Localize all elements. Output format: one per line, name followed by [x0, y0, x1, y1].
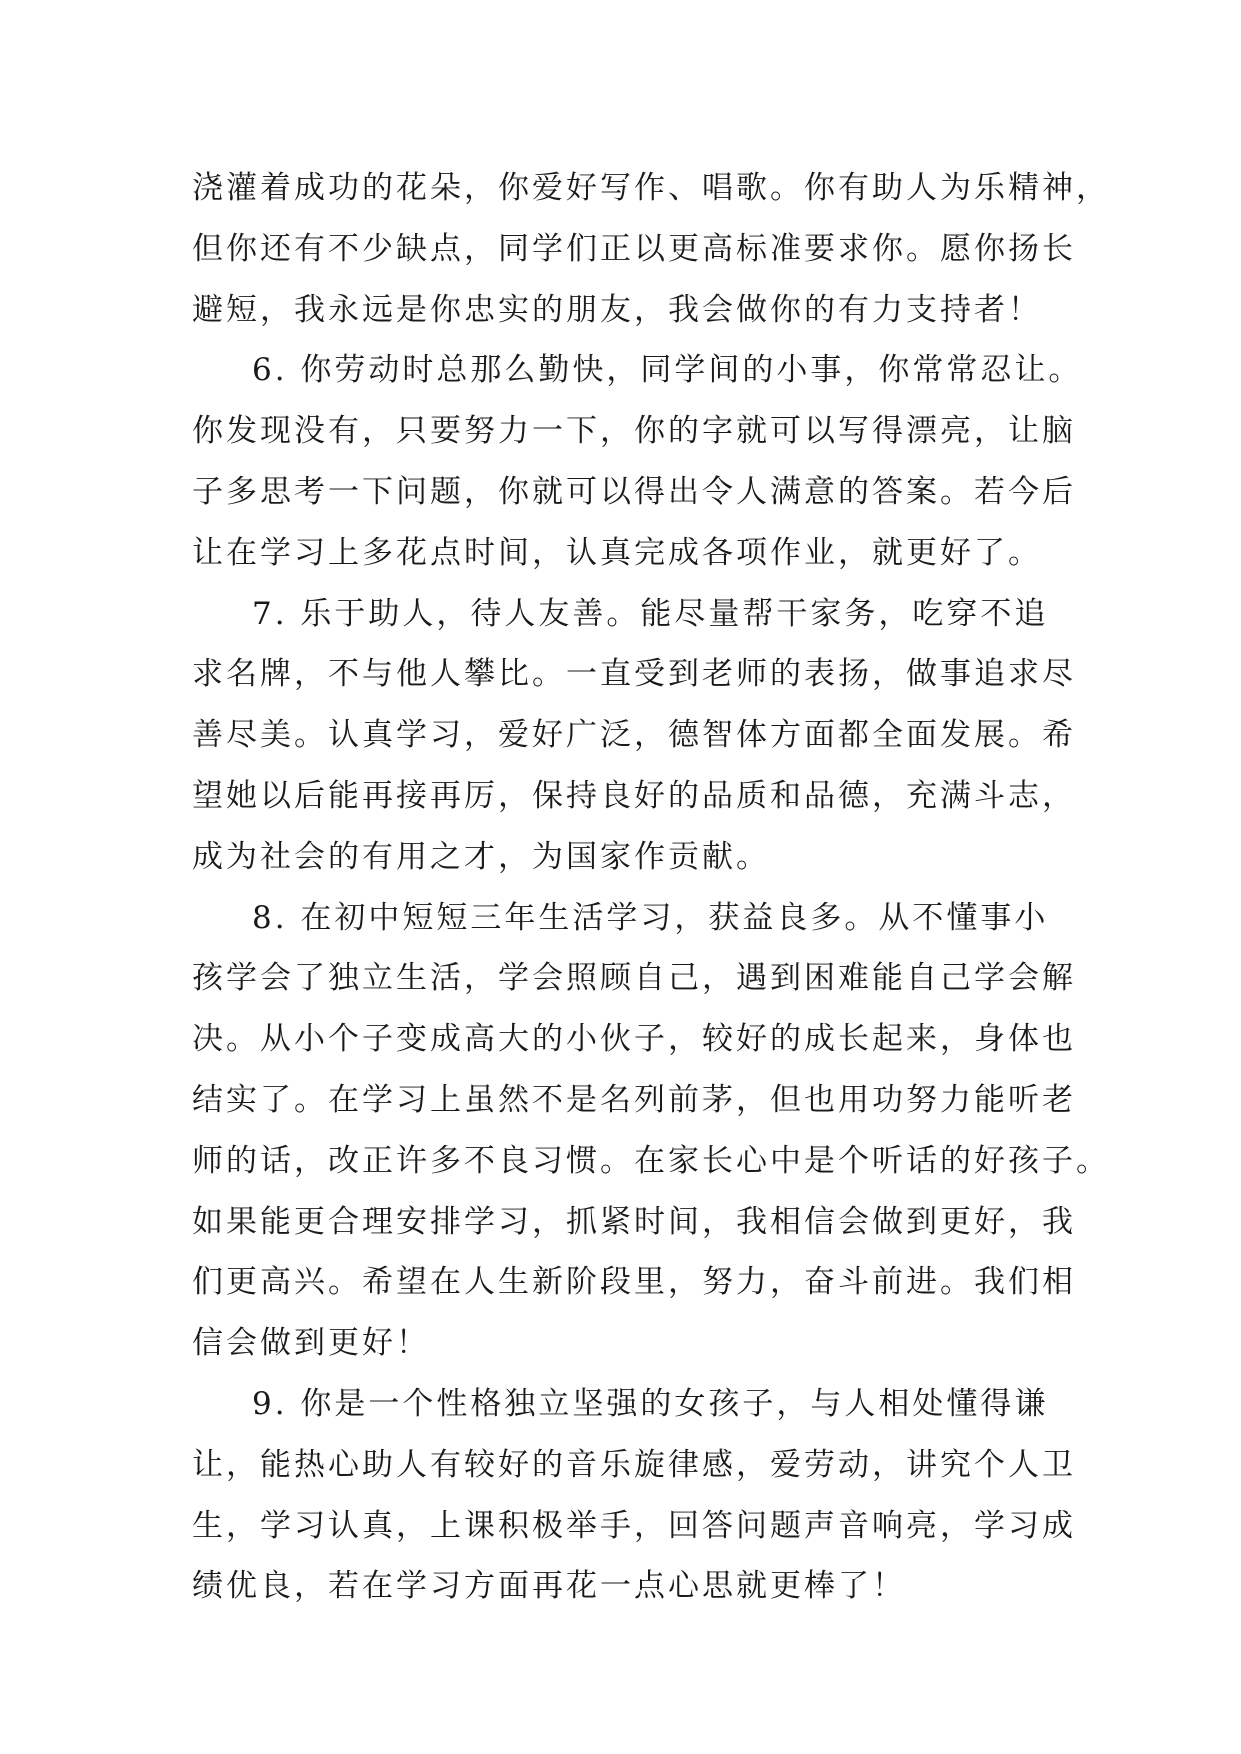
- text-line: 求名牌，不与他人攀比。一直受到老师的表扬，做事追求尽: [192, 656, 1076, 693]
- paragraph-6-first-line: 6. 你劳动时总那么勤快，同学间的小事，你常常忍让。: [252, 352, 1083, 389]
- text-line: 生，学习认真，上课积极举手，回答问题声音响亮，学习成: [192, 1507, 1076, 1544]
- text-line: 望她以后能再接再厉，保持良好的品质和品德，充满斗志，: [192, 777, 1076, 814]
- text-line: 信会做到更好！: [192, 1325, 430, 1362]
- paragraph-9-first-line: 9. 你是一个性格独立坚强的女孩子，与人相处懂得谦: [252, 1385, 1049, 1422]
- text-line: 结实了。在学习上虽然不是名列前茅，但也用功努力能听老: [192, 1081, 1076, 1118]
- text-line: 子多思考一下问题，你就可以得出令人满意的答案。若今后: [192, 473, 1076, 510]
- text-line: 避短，我永远是你忠实的朋友，我会做你的有力支持者！: [192, 291, 1042, 328]
- text-line: 绩优良，若在学习方面再花一点心思就更棒了！: [192, 1568, 906, 1605]
- paragraph-8-first-line: 8. 在初中短短三年生活学习，获益良多。从不懂事小: [252, 899, 1049, 936]
- text-line: 孩学会了独立生活，学会照顾自己，遇到困难能自己学会解: [192, 960, 1076, 997]
- text-line: 让，能热心助人有较好的音乐旋律感，爱劳动，讲究个人卫: [192, 1446, 1076, 1483]
- text-line: 师的话，改正许多不良习惯。在家长心中是个听话的好孩子。: [192, 1142, 1110, 1179]
- text-line: 善尽美。认真学习，爱好广泛，德智体方面都全面发展。希: [192, 717, 1076, 754]
- text-line: 但你还有不少缺点，同学们正以更高标准要求你。愿你扬长: [192, 230, 1076, 267]
- text-line: 你发现没有，只要努力一下，你的字就可以写得漂亮，让脑: [192, 413, 1076, 450]
- text-line: 浇灌着成功的花朵，你爱好写作、唱歌。你有助人为乐精神，: [192, 170, 1110, 206]
- text-line: 们更高兴。希望在人生新阶段里，努力，奋斗前进。我们相: [192, 1264, 1076, 1301]
- text-line: 决。从小个子变成高大的小伙子，较好的成长起来，身体也: [192, 1021, 1076, 1058]
- text-line: 成为社会的有用之才，为国家作贡献。: [192, 838, 770, 875]
- paragraph-7-first-line: 7. 乐于助人，待人友善。能尽量帮干家务，吃穿不追: [252, 595, 1049, 632]
- document-body: [192, 158, 1110, 1617]
- text-line: 让在学习上多花点时间，认真完成各项作业，就更好了。: [192, 534, 1042, 571]
- text-line: 如果能更合理安排学习，抓紧时间，我相信会做到更好，我: [192, 1203, 1076, 1240]
